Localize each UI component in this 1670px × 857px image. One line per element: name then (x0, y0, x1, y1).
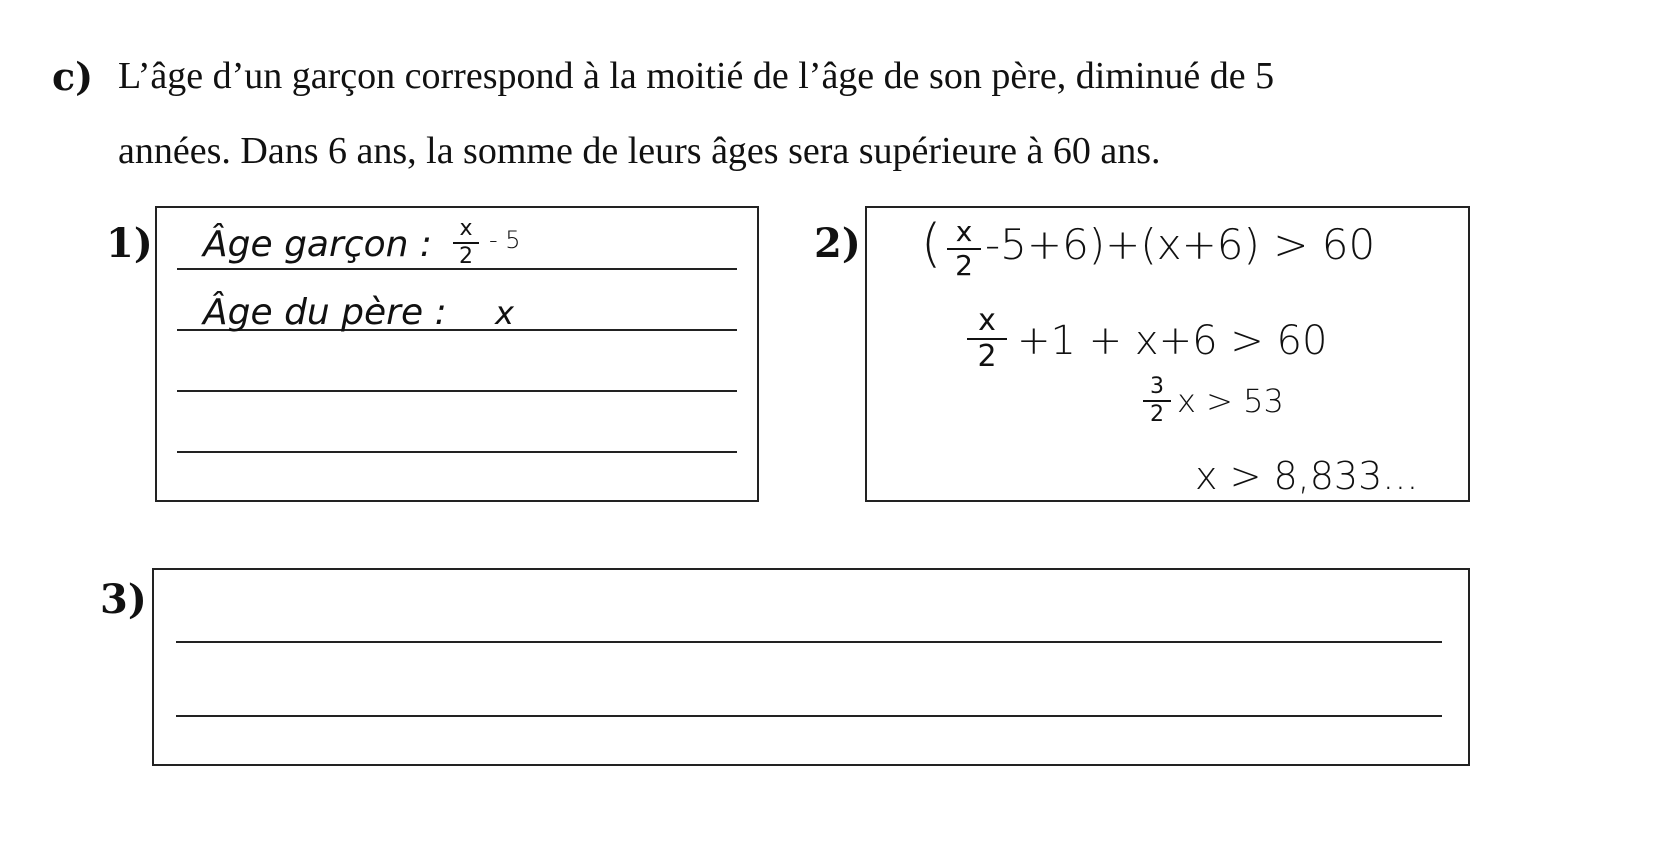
question-letter: c) (52, 54, 94, 99)
line-2-fraction (967, 303, 1007, 374)
father-age-label: Âge du père : (203, 292, 447, 333)
answer-line (177, 451, 737, 453)
line-3-expression: x > 53 (1177, 382, 1284, 420)
boy-age-fraction (453, 218, 479, 268)
part-3-number: 3) (100, 576, 147, 623)
part-1-answer-box (155, 206, 759, 502)
line-1-expression: -5+6)+(x+6) > 60 (985, 220, 1376, 269)
fraction-denominator: 2 (955, 249, 973, 282)
part-3-answer-box (152, 568, 1470, 766)
fraction-numerator: 3 (1150, 374, 1164, 399)
question-text-line-1: L’âge d’un garçon correspond à la moitié de l’âge de son père, diminué de 5 (118, 55, 1275, 97)
fraction-denominator: 2 (459, 244, 473, 269)
fraction-denominator: 2 (1150, 402, 1164, 427)
boy-age-label: Âge garçon : (203, 224, 432, 265)
fraction-numerator: x (955, 215, 973, 248)
question-text-line-2: années. Dans 6 ans, la somme de leurs âges sera supérieure à 60 ans. (118, 130, 1161, 172)
fraction-numerator: x (978, 303, 996, 338)
part-1-number: 1) (106, 220, 153, 267)
boy-age-tail: - 5 (489, 226, 521, 254)
line-3-fraction (1143, 376, 1171, 426)
answer-line (177, 390, 737, 392)
line-1-fraction (947, 215, 981, 282)
answer-line (177, 268, 737, 270)
fraction-denominator: 2 (977, 339, 997, 374)
expression-open-paren: ( (921, 214, 942, 274)
line-2-expression: +1 + x+6 > 60 (1017, 318, 1328, 364)
part-2-answer-box (865, 206, 1470, 502)
father-age-value: x (495, 294, 514, 332)
answer-line (176, 641, 1442, 643)
line-4-result: x > 8,833... (1195, 454, 1419, 498)
part-2-number: 2) (814, 220, 861, 267)
fraction-numerator: x (459, 216, 473, 241)
answer-line (176, 715, 1442, 717)
